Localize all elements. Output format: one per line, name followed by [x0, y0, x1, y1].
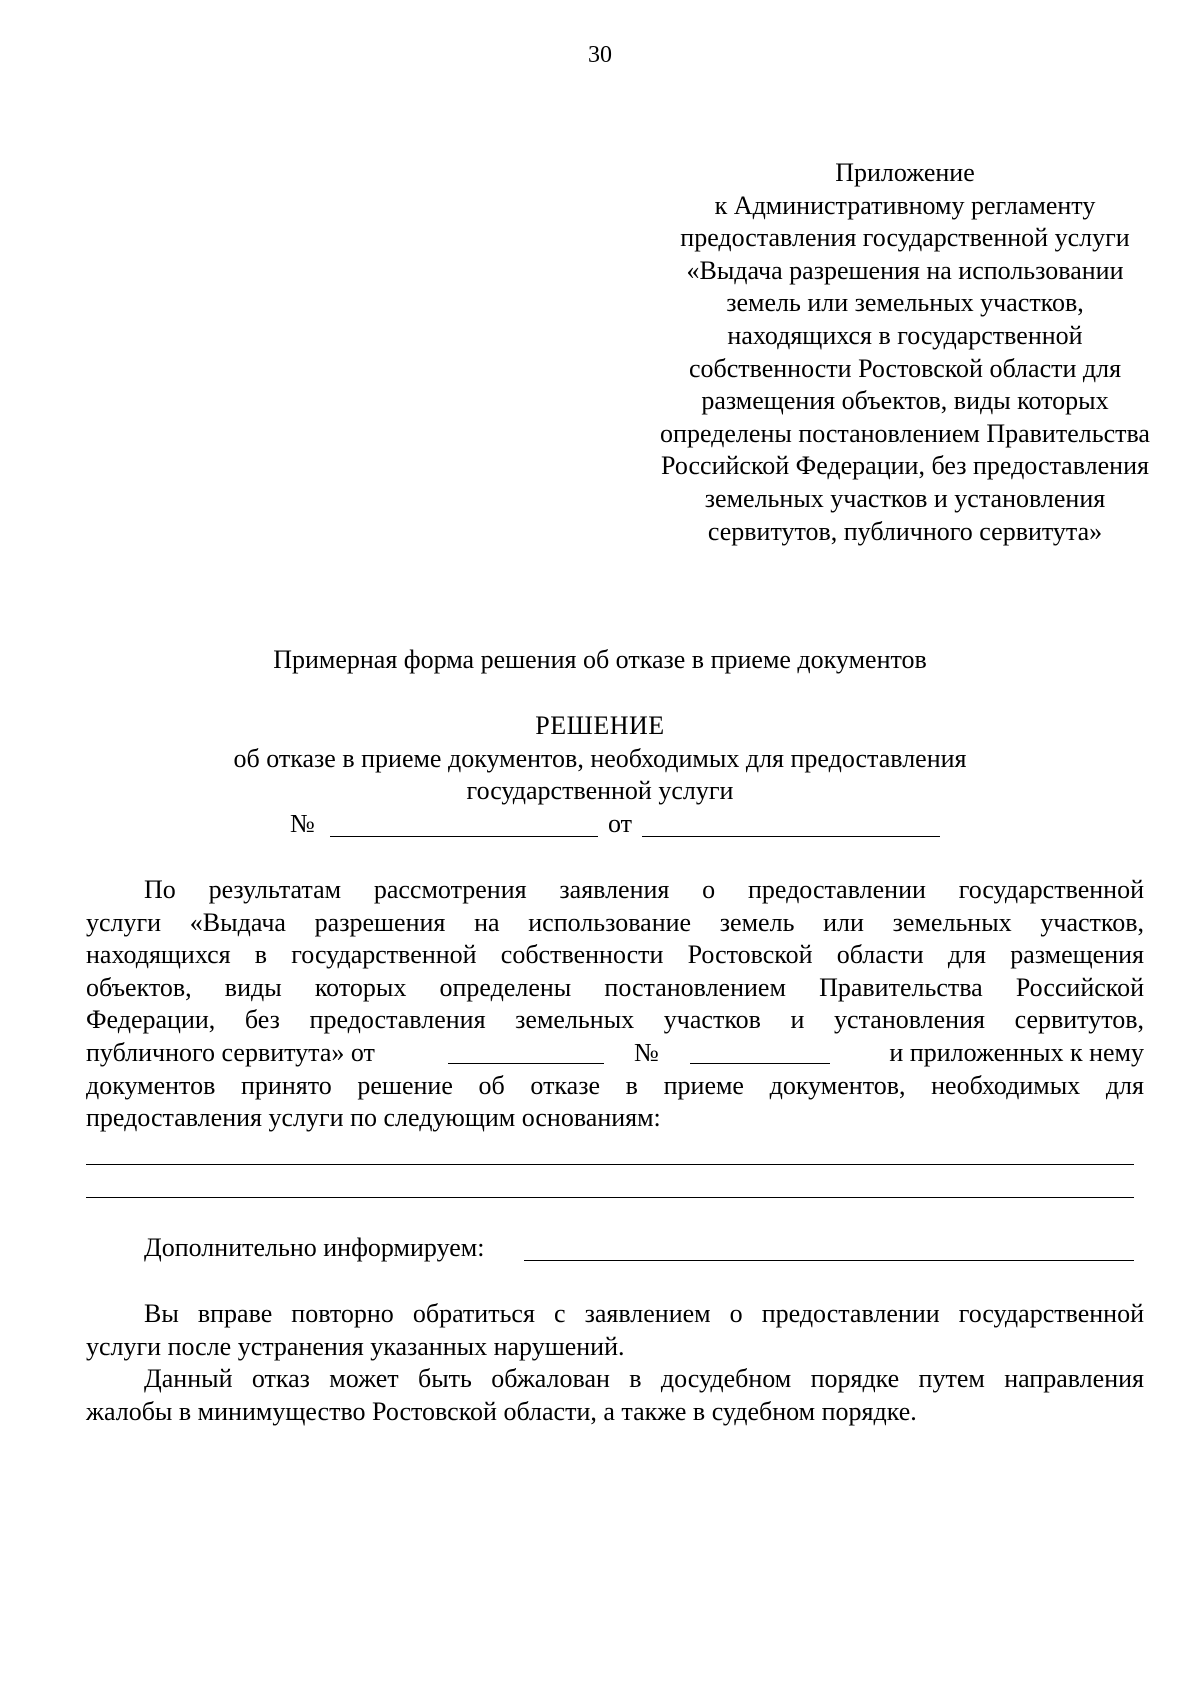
- appendix-line: сервитутов, публичного сервитута»: [707, 516, 1103, 546]
- decision-number-date-line: [290, 808, 940, 842]
- paragraph-line: услуги «Выдача разрешения на использование земель или земельных участков,: [86, 907, 1144, 937]
- paragraph-line: документов принято решение об отказе в приеме документов, необходимых для: [86, 1070, 1144, 1100]
- date-label: от: [608, 809, 633, 838]
- appendix-line: земельных участков и установления: [704, 483, 1106, 513]
- paragraph-line: находящихся в государственной собственности Ростовской области для размещения: [86, 940, 1144, 970]
- appendix-line: земель или земельных участков,: [726, 288, 1084, 318]
- paragraph-line: Федерации, без предоставления земельных участков и установления сервитутов,: [86, 1005, 1144, 1035]
- additional-info-field[interactable]: [524, 1232, 1134, 1261]
- paragraph-line: услуги после устранения указанных нарушений.: [86, 1331, 625, 1361]
- reasons-field-line[interactable]: [86, 1164, 1134, 1165]
- paragraph-line-with-blanks: [86, 1037, 1144, 1070]
- paragraph-reapply: [86, 1298, 1144, 1363]
- appendix-line: предоставления государственной услуги: [680, 223, 1130, 253]
- reasons-field-line[interactable]: [86, 1197, 1134, 1198]
- appendix-line: размещения объектов, виды которых: [701, 386, 1109, 416]
- appendix-line: «Выдача разрешения на использовании: [686, 255, 1124, 285]
- attached-label: и приложенных к нему: [889, 1037, 1144, 1067]
- decision-subtitle: государственной услуги: [466, 776, 734, 806]
- additional-info-label: Дополнительно информируем:: [144, 1233, 485, 1262]
- paragraph-line: Данный отказ может быть обжалован в досудебном порядке путем направления: [144, 1364, 1144, 1393]
- application-date-field[interactable]: [448, 1039, 604, 1064]
- decision-subtitle: об отказе в приеме документов, необходимых для предоставления: [233, 743, 967, 773]
- appendix-line: к Административному регламенту: [714, 190, 1096, 220]
- appendix-header: [620, 157, 1190, 548]
- paragraph-line: предоставления услуги по следующим основаниям:: [86, 1103, 661, 1133]
- additional-info-row: [144, 1232, 1134, 1268]
- paragraph-line: жалобы в минимущество Ростовской области, а также в судебном порядке.: [86, 1396, 917, 1426]
- form-title: Примерная форма решения об отказе в приеме документов: [273, 645, 927, 674]
- paragraph-reasons: [86, 874, 1144, 1135]
- appendix-line: находящихся в государственной: [727, 320, 1083, 350]
- page-number: 30: [588, 42, 612, 68]
- paragraph-line: По результатам рассмотрения заявления о предоставлении государственной: [144, 875, 1144, 904]
- paragraph-line: объектов, виды которых определены постановлением Правительства Российской: [86, 972, 1144, 1002]
- paragraph-appeal: [86, 1363, 1144, 1428]
- appendix-line: собственности Ростовской области для: [688, 353, 1122, 383]
- decision-date-field[interactable]: [642, 808, 940, 837]
- decision-number-field[interactable]: [330, 808, 598, 837]
- appendix-line: Российской Федерации, без предоставления: [661, 451, 1149, 481]
- decision-heading: РЕШЕНИЕ: [535, 711, 665, 740]
- paragraph-line: Вы вправе повторно обратиться с заявлением о предоставлении государственной: [144, 1299, 1144, 1328]
- decision-title-block: [0, 710, 1200, 808]
- application-from-label: публичного сервитута» от: [86, 1037, 375, 1067]
- application-number-label: №: [634, 1037, 659, 1067]
- appendix-line: определены постановлением Правительства: [660, 418, 1150, 448]
- application-number-field[interactable]: [690, 1039, 830, 1064]
- appendix-line: Приложение: [835, 158, 975, 187]
- number-label: №: [290, 809, 315, 838]
